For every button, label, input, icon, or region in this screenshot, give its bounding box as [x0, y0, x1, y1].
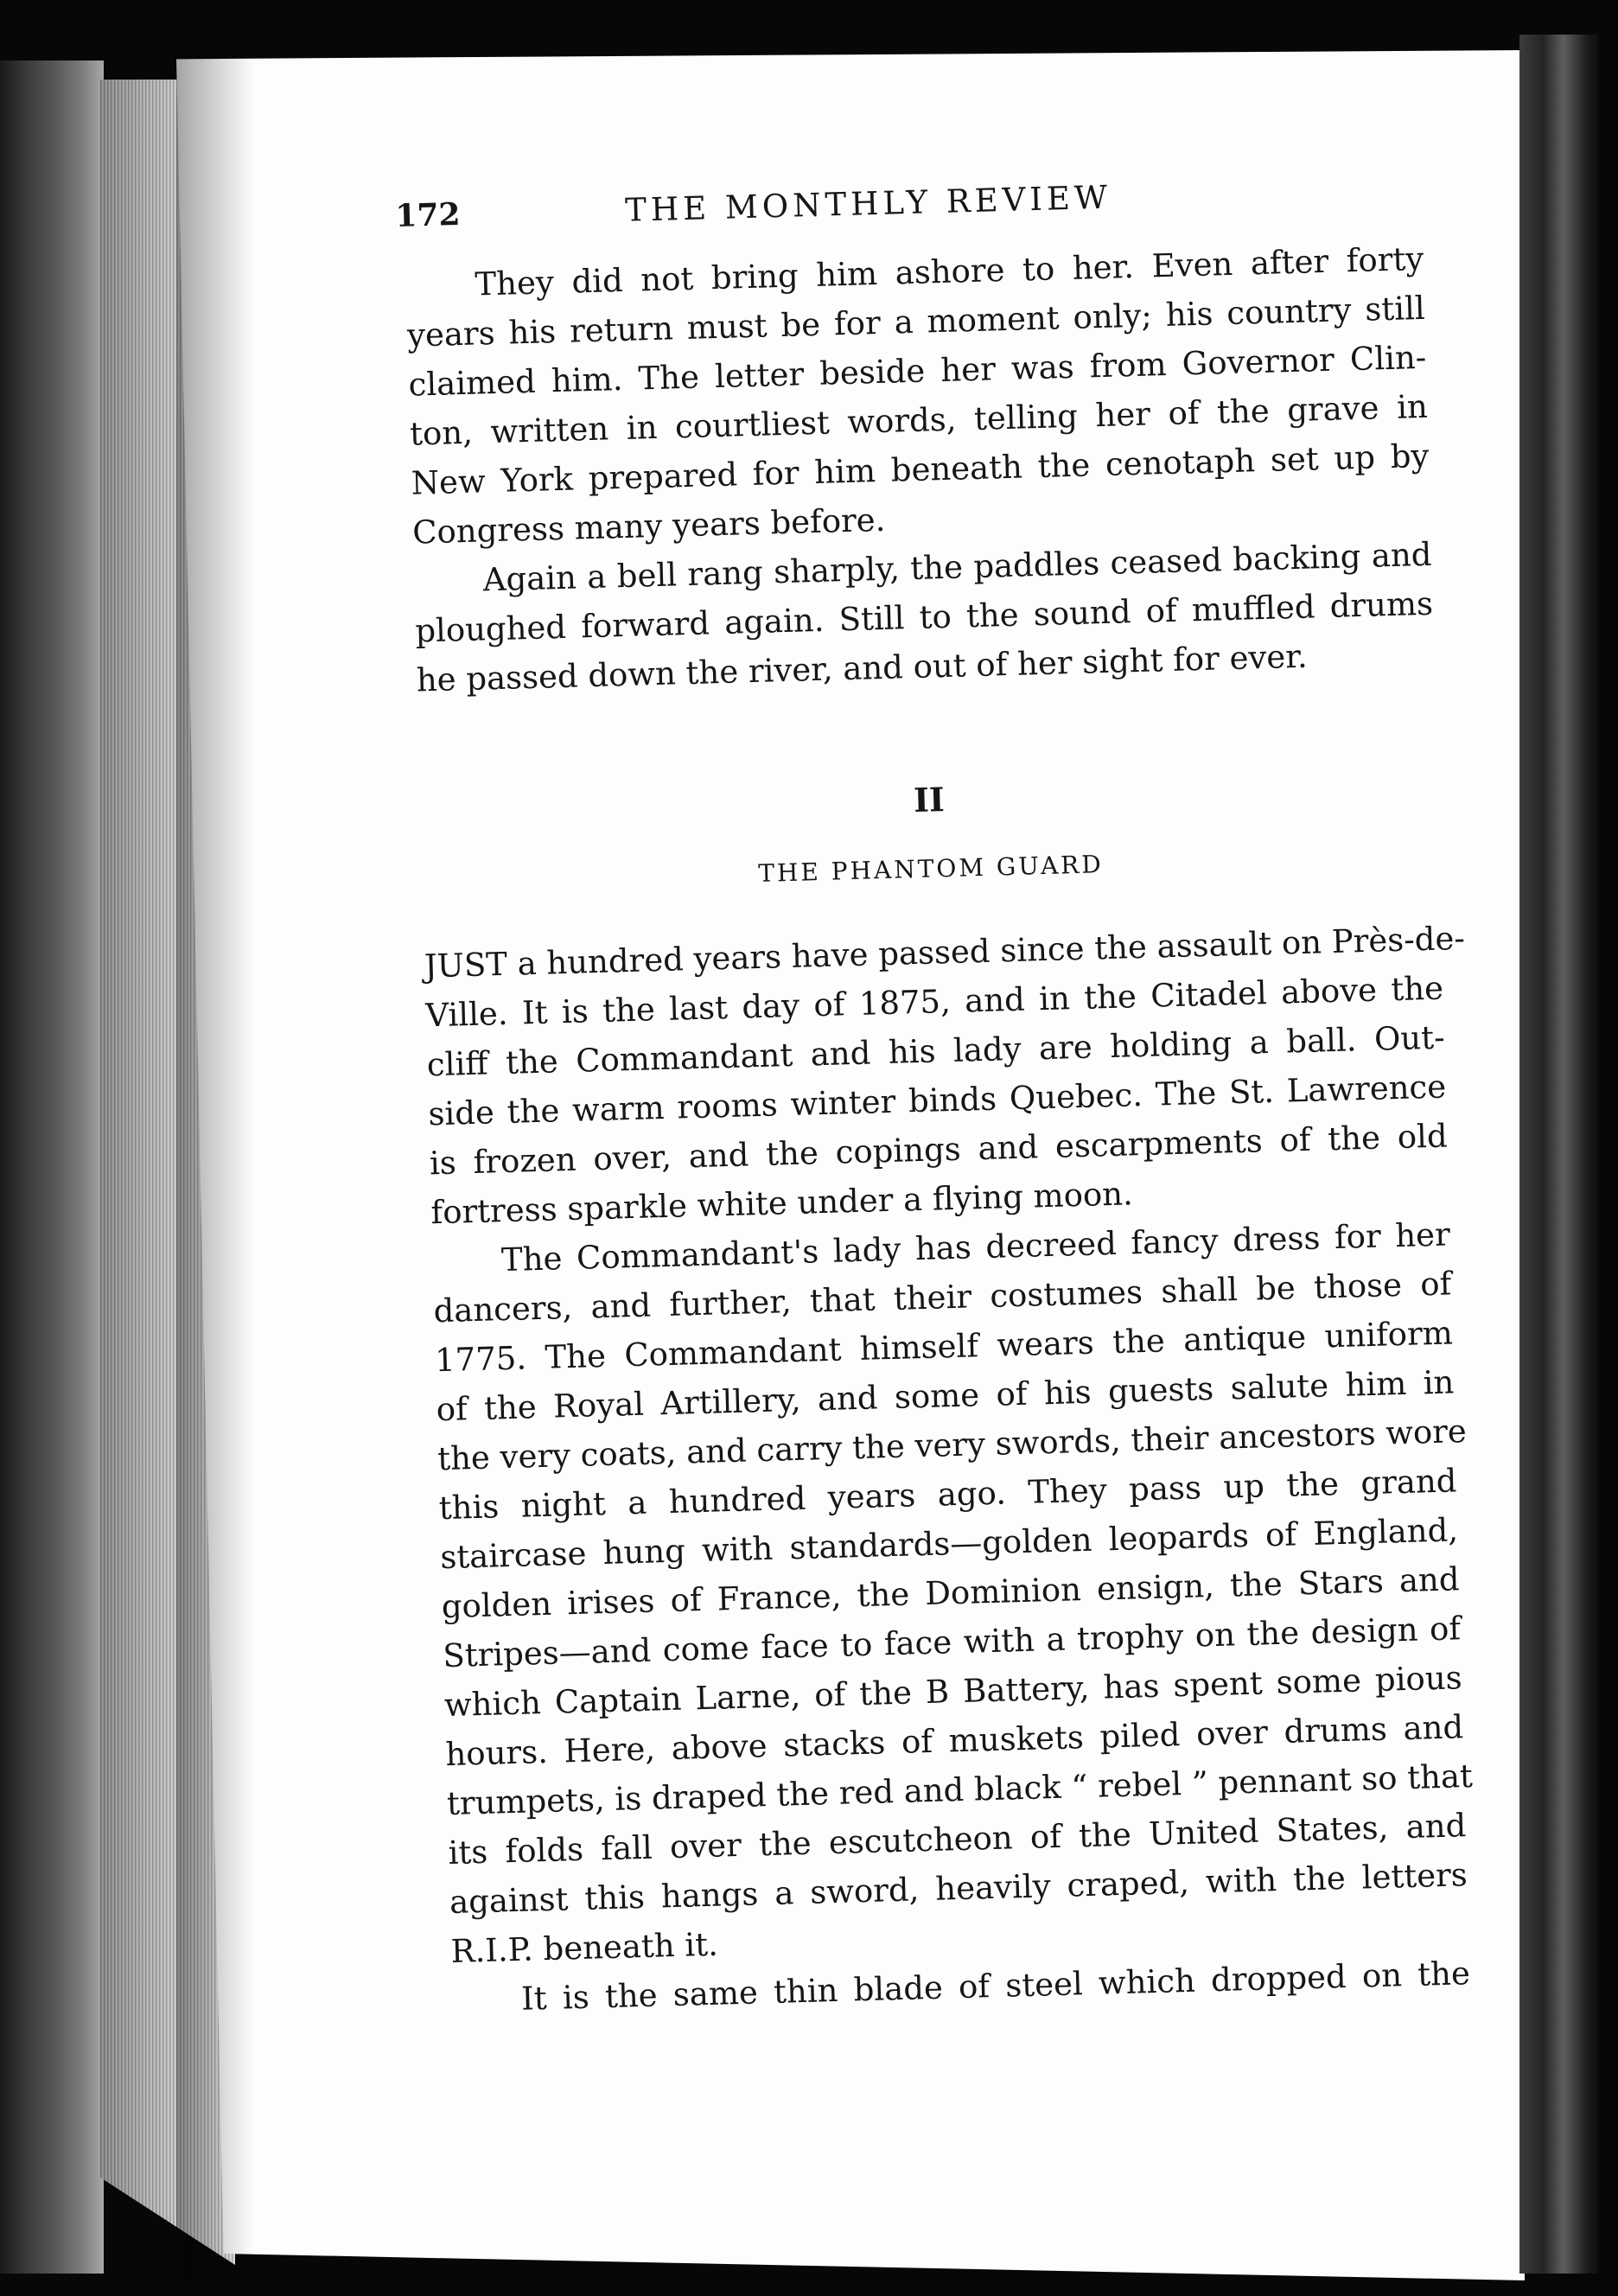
text-line: of the Royal Artillery, and some of his guests salute him in [436, 1363, 1455, 1429]
running-title: THE MONTHLY REVIEW [624, 178, 1112, 229]
section-title: THE PHANTOM GUARD [757, 850, 1105, 888]
text-line: dancers, and further, that their costumes shall be those of [433, 1265, 1452, 1330]
text-line: fortress sparkle white under a flying moon. [430, 1175, 1134, 1232]
text-line: its folds fall over the escutcheon of the United States, and [448, 1807, 1467, 1872]
text-line: cliff the Commandant and his lady are holding a ball. Out- [426, 1018, 1446, 1084]
text-line: New York prepared for him beneath the cenotaph set up by [411, 437, 1430, 502]
text-line: ton, written in courtliest words, telling her of the grave in [409, 387, 1429, 453]
text-line: years his return must be for a moment only; his country still [406, 289, 1426, 354]
text-line: against this hangs a sword, heavily craped, with the letters [449, 1856, 1468, 1922]
text-line: which Captain Larne, of the B Battery, has spent some pious [443, 1659, 1463, 1725]
text-line: side the warm rooms winter binds Quebec. The St. Lawrence [427, 1068, 1447, 1133]
section-numeral: II [913, 780, 946, 820]
text-line: he passed down the river, and out of her sight for ever. [416, 637, 1309, 699]
text-line: They did not bring him ashore to her. Even after forty [474, 239, 1424, 303]
text-line: It is the same thin blade of steel which dropped on the [520, 1955, 1471, 2018]
text-line: JUST a hundred years have passed since the assault on Près-de- [424, 919, 1466, 985]
text-line: The Commandant's lady has decreed fancy dress for her [500, 1215, 1451, 1279]
text-line: Ville. It is the last day of 1875, and in the Citadel above the [424, 969, 1444, 1035]
text-line: claimed him. The letter beside her was from Governor Clin- [408, 338, 1427, 404]
text-line: trumpets, is draped the red and black “ rebel ” pennant so that [446, 1757, 1474, 1823]
text-line: Stripes—and come face to face with a trophy on the design of [442, 1610, 1462, 1675]
text-line: hours. Here, above stacks of muskets piled over drums and [444, 1708, 1464, 1774]
text-line: 1775. The Commandant himself wears the antique uniform [434, 1314, 1454, 1380]
text-line: Congress many years before. [411, 501, 886, 552]
text-line: R.I.P. beneath it. [450, 1925, 719, 1970]
page-number: 172 [394, 195, 462, 234]
text-line: this night a hundred years ago. They pass up the grand [438, 1462, 1457, 1527]
text-line: staircase hung with standards—golden leopards of England, [439, 1511, 1459, 1577]
text-line: ploughed forward again. Still to the sound of muffled drums [414, 584, 1434, 650]
text-line: Again a bell rang sharply, the paddles ceased backing and [482, 535, 1432, 599]
text-line: golden irises of France, the Dominion ensign, the Stars and [441, 1560, 1461, 1626]
text-line: is frozen over, and the copings and escarpments of the old [429, 1117, 1449, 1183]
text-line: the very coats, and carry the very swords, their ancestors wore [436, 1412, 1468, 1478]
